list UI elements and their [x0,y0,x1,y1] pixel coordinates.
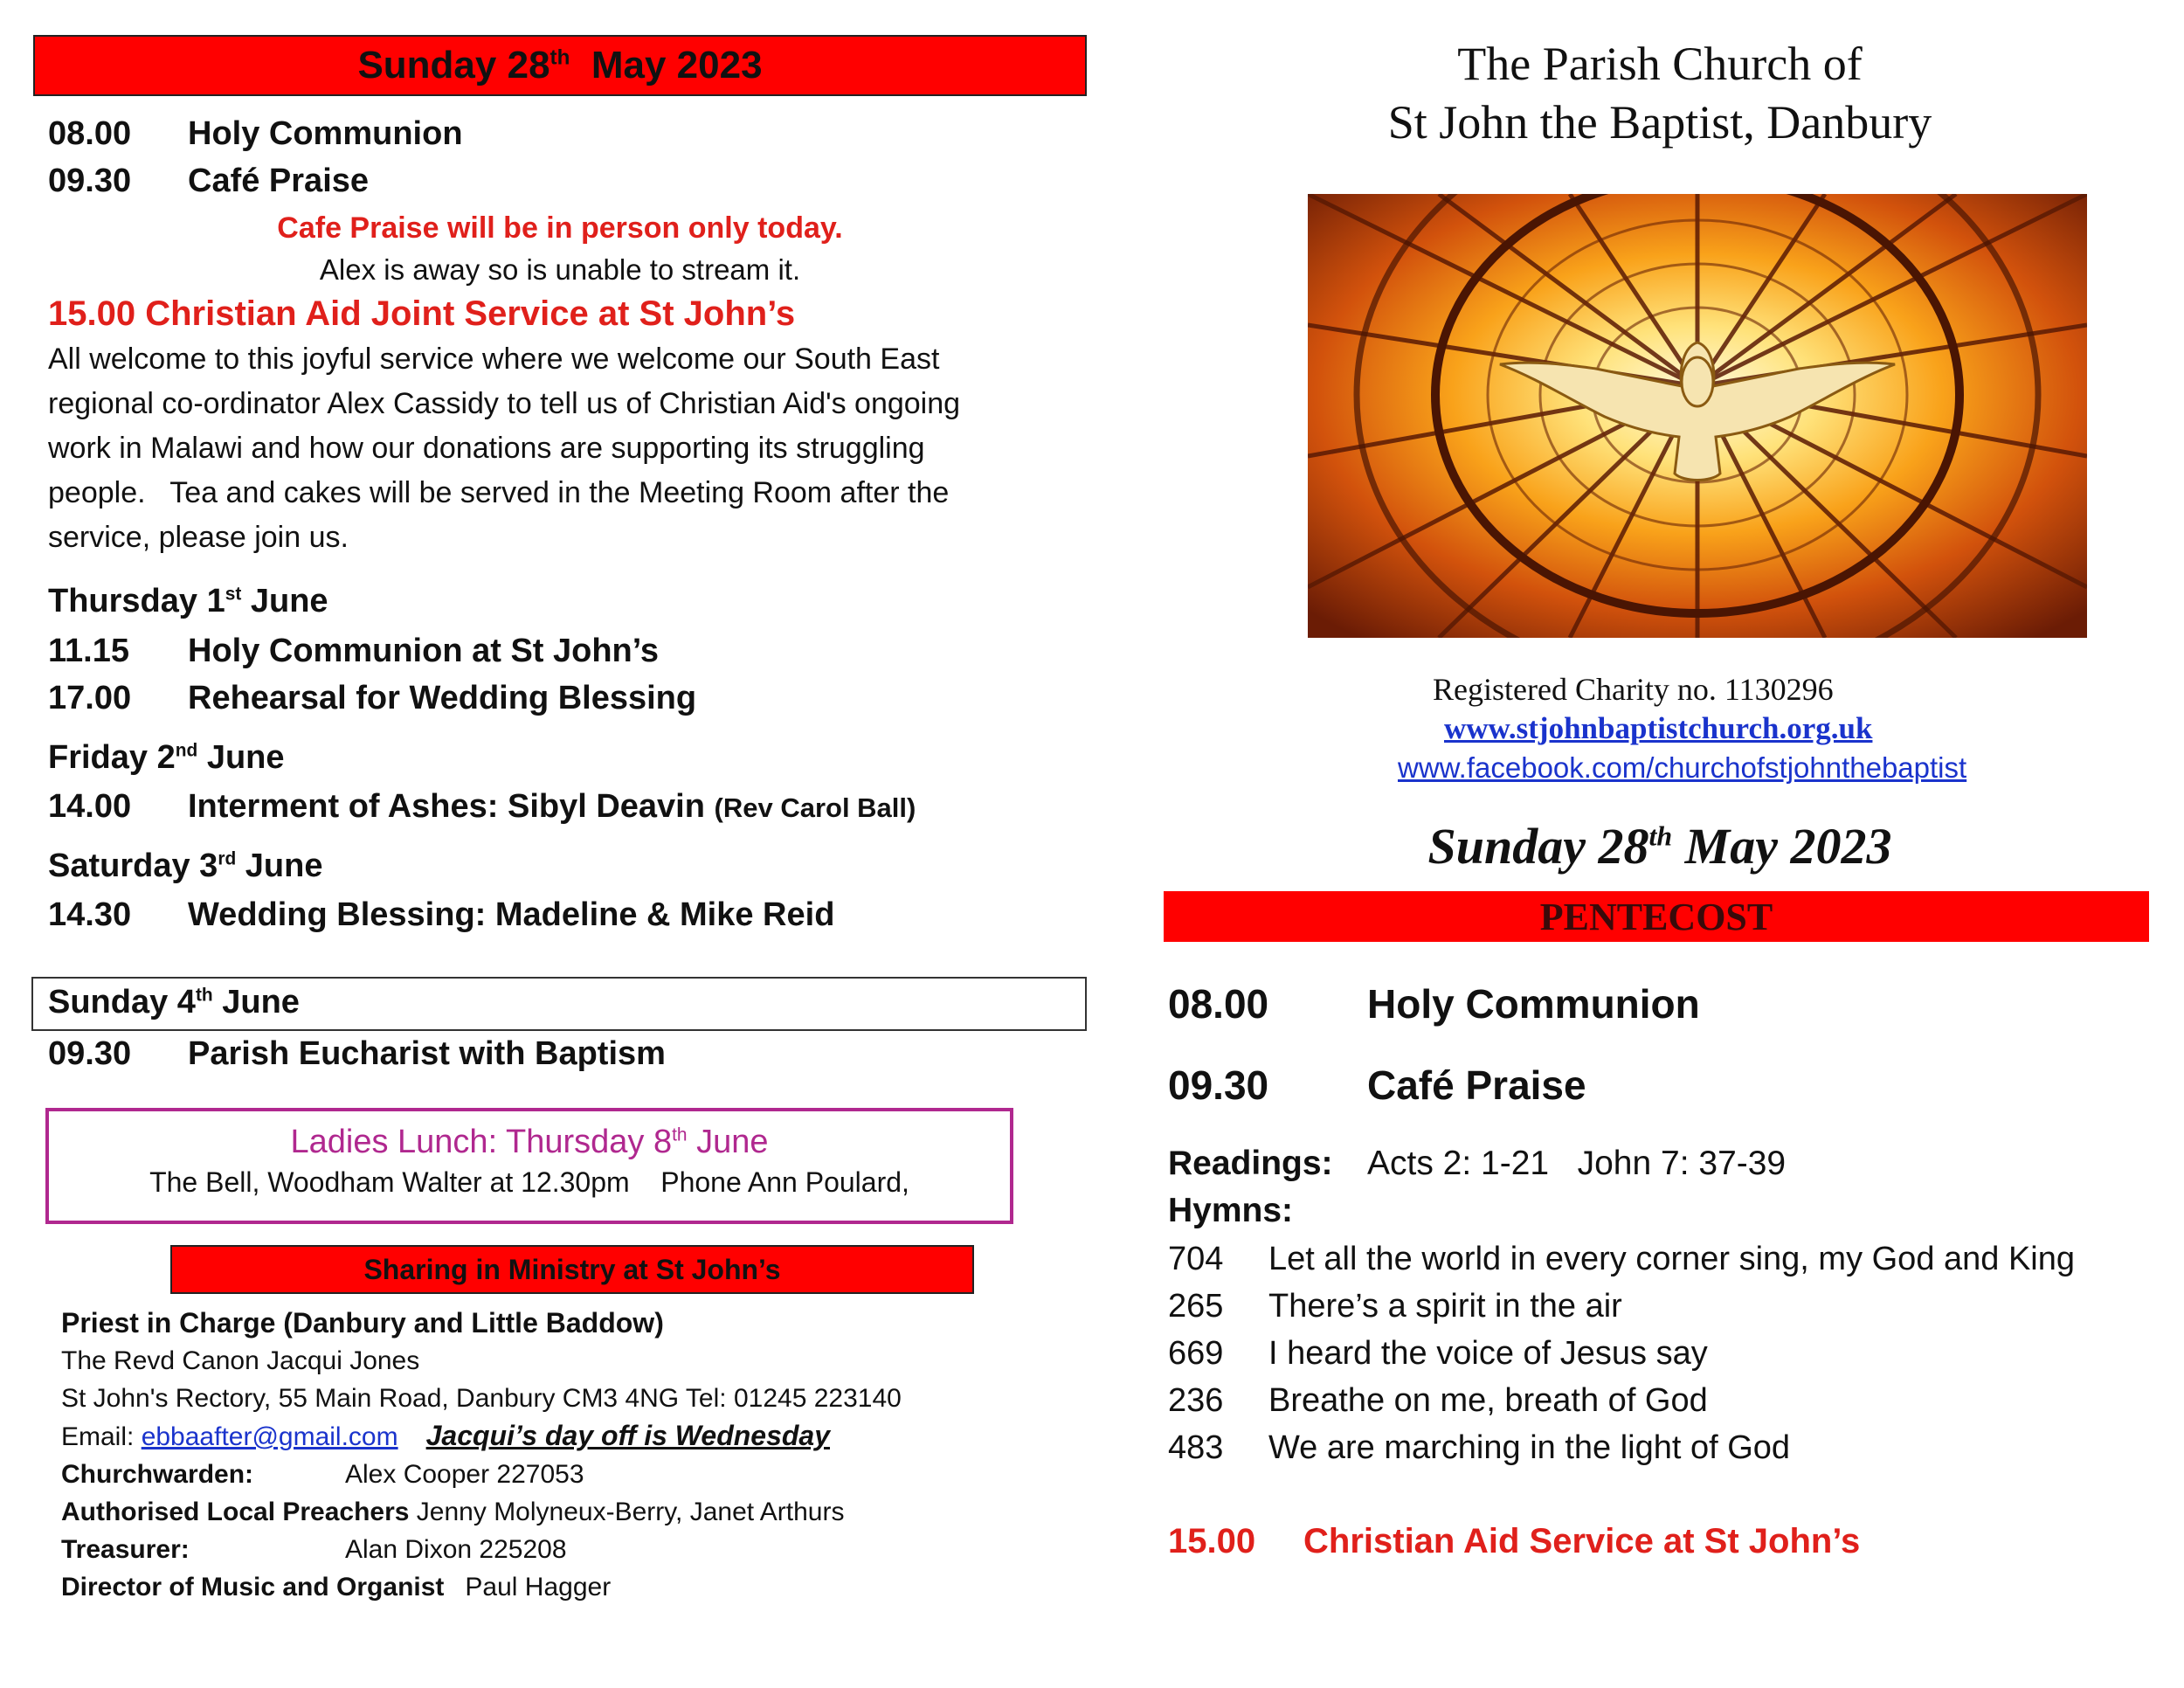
hymn-item [1168,1330,2075,1377]
service-note: (Rev Carol Ball) [714,792,916,823]
service-name: Holy Communion [188,115,463,152]
right-service-row [1168,1062,1586,1109]
service-name: Café Praise [188,163,370,199]
day-suffix: June [197,739,285,776]
day-sup: rd [218,848,237,869]
church-name-line: St John the Baptist, Danbury [1387,96,1932,149]
hymn-item [1168,1377,2075,1424]
sunday-service-row [48,115,463,153]
bulletin-date-prefix: Sunday 28 [1427,818,1649,875]
hymn-title: I heard the voice of Jesus say [1268,1335,1708,1372]
day-off-note: Jacqui’s day off is Wednesday [425,1420,831,1451]
thursday-heading [48,583,328,620]
hymn-item [1168,1235,2075,1283]
bulletin-date [1162,817,2158,875]
treasurer-label: Treasurer: [61,1535,190,1564]
saturday-service-row [48,896,834,934]
preachers-label: Authorised Local Preachers [61,1498,410,1526]
hymns-label: Hymns: [1168,1192,1294,1229]
email-label: Email: [61,1422,142,1451]
sunday-date-banner [33,35,1087,96]
church-name-line: The Parish Church of [1457,38,1863,90]
bulletin-date-suffix: May 2023 [1672,818,1892,875]
occasion-banner: PENTECOST [1164,891,2149,942]
readings-row [1168,1145,1786,1183]
lunch-title-prefix: Ladies Lunch: Thursday 8 [290,1124,673,1160]
service-time: 08.00 [48,115,132,152]
service-time: 11.15 [48,633,129,669]
service-name: Interment of Ashes: Sibyl Deavin [188,788,715,825]
day-suffix: June [241,583,328,619]
service-time: 09.30 [48,163,132,199]
day-suffix: June [236,847,323,884]
bulletin-date-sup: th [1648,820,1673,852]
aid-paragraph [48,337,960,560]
ladies-lunch-box [45,1108,1013,1224]
ladies-lunch-details: The Bell, Woodham Walter at 12.30pm Phone Ann Poulard, [149,1166,909,1198]
service-name: Rehearsal for Wedding Blessing [188,680,697,716]
paragraph-line: All welcome to this joyful service where we welcome our South East [48,342,940,376]
ministry-banner: Sharing in Ministry at St John’s [170,1245,974,1294]
service-name: Café Praise [1367,1062,1586,1108]
next-sunday-service-row [48,1035,666,1073]
banner-date-suffix: May 2023 [570,44,763,86]
stream-note [33,253,1087,287]
service-time: 14.30 [48,896,132,933]
service-time: 17.00 [48,680,132,716]
service-name: Wedding Blessing: Madeline & Mike Reid [188,896,835,933]
paragraph-line: work in Malawi and how our donations are supporting its struggling [48,432,925,465]
service-name: Parish Eucharist with Baptism [188,1035,666,1072]
day-sup: nd [175,740,198,761]
music-label: Director of Music and Organist [61,1573,445,1602]
hymn-number: 265 [1168,1288,1224,1325]
hymn-number: 704 [1168,1241,1224,1277]
music-row [61,1568,1066,1606]
hymn-item [1168,1424,2075,1471]
email-row [61,1417,1066,1456]
day-prefix: Friday 2 [48,739,176,776]
charity-number: Registered Charity no. 1130296 [1433,672,1834,707]
service-time: 09.30 [1168,1062,1269,1108]
service-time: 08.00 [1168,981,1269,1027]
day-prefix: Saturday 3 [48,847,218,884]
day-sup: st [225,584,242,605]
hymn-title: There’s a spirit in the air [1268,1288,1622,1325]
church-name [1162,35,2158,152]
treasurer-row [61,1531,1066,1568]
facebook-link[interactable]: www.facebook.com/churchofstjohnthebaptist [1398,751,1967,784]
day-sup: th [195,985,213,1006]
thursday-service-row [48,633,659,670]
saturday-heading [48,847,322,885]
service-name: Holy Communion [1367,981,1700,1027]
hymn-list [1168,1235,2075,1471]
stream-note-text: Alex is away so is unable to stream it. [319,253,801,286]
service-name: Holy Communion at St John’s [188,633,660,669]
cafe-note: Cafe Praise will be in person only today. [277,211,843,245]
lunch-title-sup: th [672,1124,688,1145]
rectory-address: St John's Rectory, 55 Main Road, Danbury CM3 4NG Tel: 01245 223140 [61,1384,902,1413]
aid-heading: 15.00 Christian Aid Joint Service at St John’s [48,294,796,333]
hymn-title: We are marching in the light of God [1268,1429,1791,1466]
ministry-contacts [61,1304,1066,1606]
readings-value: Acts 2: 1-21 John 7: 37-39 [1367,1145,1787,1182]
website-link[interactable]: www.stjohnbaptistchurch.org.uk [1444,711,1873,745]
right-aid-row [1168,1522,1860,1561]
thursday-service-row [48,680,696,717]
hymn-title: Breathe on me, breath of God [1268,1382,1708,1419]
ladies-lunch-title [49,1124,1010,1161]
stained-glass-dove-image [1308,194,2087,638]
friday-service-row [48,788,916,826]
preachers-value: Jenny Molyneux-Berry, Janet Arthurs [409,1498,845,1526]
hymn-title: Let all the world in every corner sing, my God and King [1268,1241,2076,1277]
priest-name: The Revd Canon Jacqui Jones [61,1346,420,1375]
service-time: 09.30 [48,1035,132,1072]
banner-date-sup: th [549,45,570,70]
churchwarden-label: Churchwarden: [61,1460,254,1489]
hymn-item [1168,1283,2075,1330]
sunday-service-row [48,163,369,200]
day-prefix: Sunday 4 [48,984,196,1020]
churchwarden-row [61,1456,1066,1493]
lunch-title-suffix: June [687,1124,769,1160]
aid-time: 15.00 [1168,1522,1256,1560]
hymn-number: 236 [1168,1382,1224,1419]
paragraph-line: people. Tea and cakes will be served in the Meeting Room after the [48,476,950,509]
friday-heading [48,739,285,777]
service-time: 14.00 [48,788,132,825]
right-service-row [1168,980,1700,1027]
aid-title: Christian Aid Service at St John’s [1303,1522,1861,1560]
banner-date-prefix: Sunday 28 [357,44,550,86]
preachers-row [61,1493,1066,1531]
day-suffix: June [212,984,300,1020]
readings-label: Readings: [1168,1145,1333,1182]
hymn-number: 483 [1168,1429,1224,1466]
treasurer-value: Alan Dixon 225208 [345,1535,567,1564]
priest-title: Priest in Charge (Danbury and Little Baddow) [61,1307,664,1339]
paragraph-line: service, please join us. [48,521,349,554]
next-sunday-heading [48,984,300,1021]
music-value: Paul Hagger [465,1573,612,1602]
hymn-number: 669 [1168,1335,1224,1372]
email-link[interactable]: ebbaafter@gmail.com [141,1422,398,1451]
day-prefix: Thursday 1 [48,583,225,619]
stained-glass-svg [1308,194,2087,638]
churchwarden-value: Alex Cooper 227053 [345,1460,584,1489]
paragraph-line: regional co-ordinator Alex Cassidy to tell us of Christian Aid's ongoing [48,387,961,420]
